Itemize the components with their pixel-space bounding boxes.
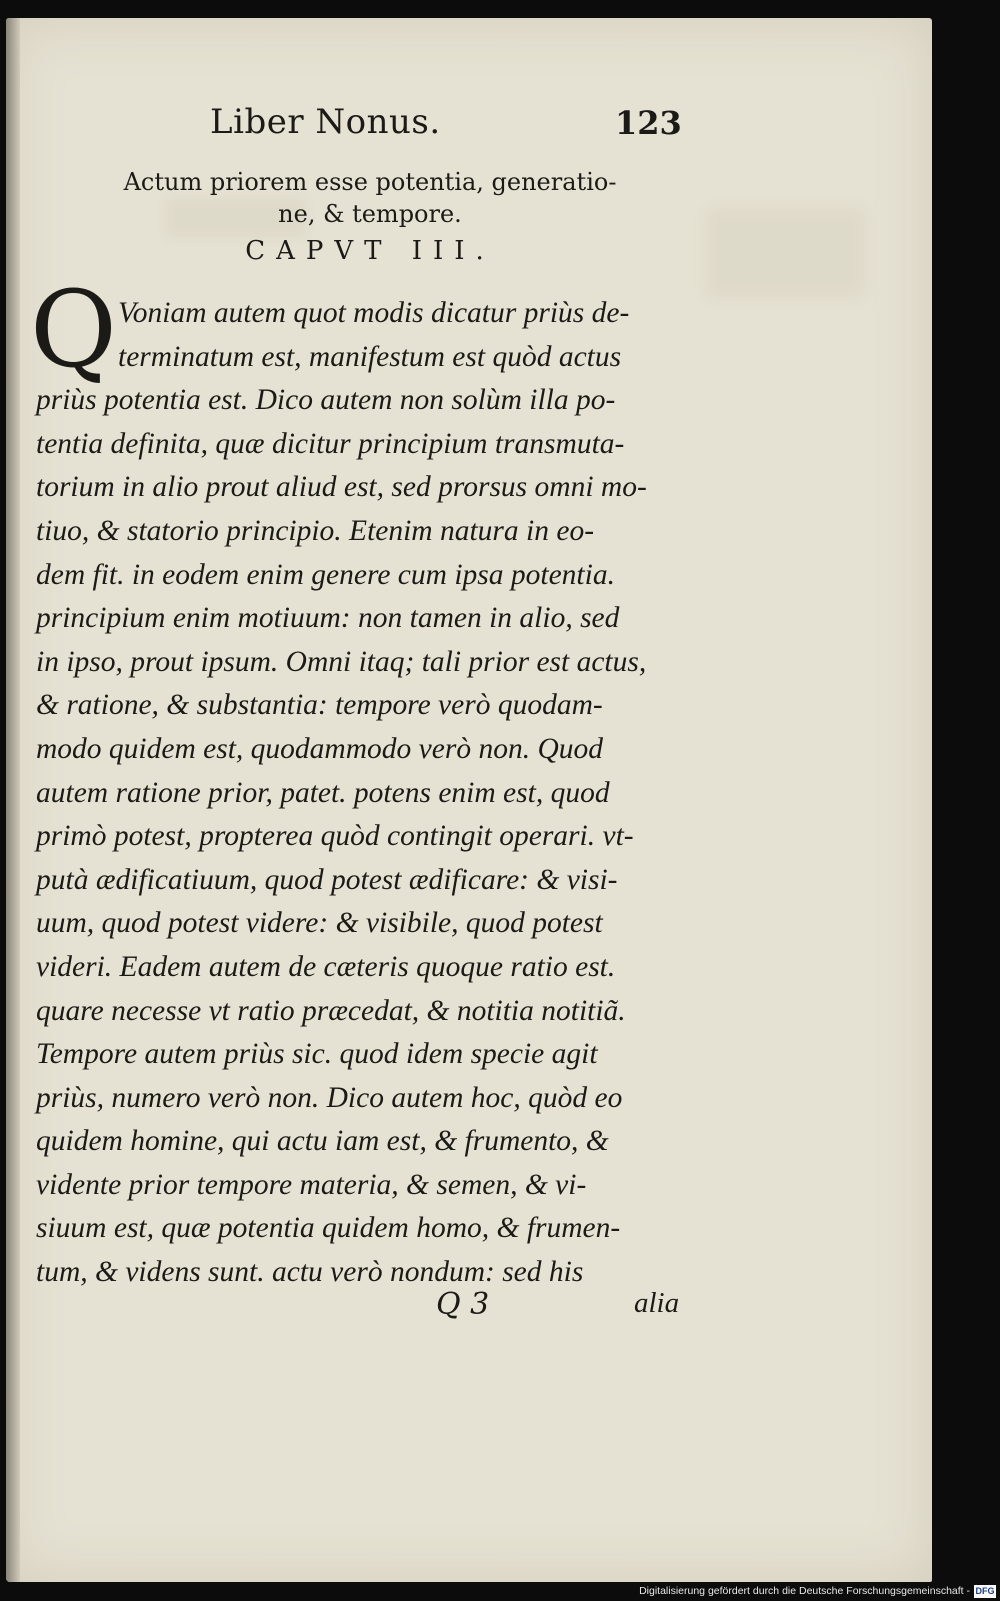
running-head: Liber Nonus. [210, 102, 441, 142]
text-line: uum, quod potest videre: & visibile, quod potest [36, 907, 603, 940]
text-line: primò potest, propterea quòd contingit operari. vt- [36, 820, 634, 853]
text-line: terminatum est, manifestum est quòd actus [118, 340, 622, 373]
dfg-logo: DFG [975, 1586, 995, 1596]
catchword: alia [634, 1287, 680, 1319]
text-line: quidem homine, qui actu iam est, & frumento, & [36, 1125, 609, 1158]
text-line: quare necesse vt ratio præcedat, & notitia notitiã. [36, 994, 626, 1027]
text-line: & ratione, & substantia: tempore verò quodam- [36, 689, 603, 722]
text-line: videri. Eadem autem de cæteris quoque ratio est. [36, 950, 616, 983]
ink-bleed-through [706, 208, 866, 298]
credit-bar [0, 1583, 1000, 1601]
signature-mark: Q 3 [436, 1287, 490, 1322]
chapter-summary-line: ne, & tempore. [278, 200, 462, 228]
text-line: priùs, numero verò non. Dico autem hoc, quòd eo [36, 1081, 623, 1114]
body-text [36, 292, 686, 1295]
chapter-heading: CAPVT III. [245, 236, 495, 266]
chapter-summary-line: Actum priorem esse potentia, generatio- [123, 168, 617, 196]
chapter-summary [70, 166, 670, 230]
text-line: torium in alio prout aliud est, sed prorsus omni mo- [36, 471, 647, 504]
text-line: tentia definita, quæ dicitur principium transmuta- [36, 427, 625, 460]
page-gutter [6, 18, 20, 1582]
text-line: Tempore autem priùs sic. quod idem specie agit [36, 1038, 598, 1071]
credit-text: Digitalisierung gefördert durch die Deutsche Forschungsgemeinschaft - [639, 1585, 970, 1597]
text-line: siuum est, quæ potentia quidem homo, & frumen- [36, 1212, 621, 1245]
text-line: vidente prior tempore materia, & semen, & vi- [36, 1168, 587, 1201]
drop-cap-initial: Q [30, 268, 117, 391]
text-line: tum, & videns sunt. actu verò nondum: sed his [36, 1256, 584, 1289]
text-line: tiuo, & statorio principio. Etenim natura in eo- [36, 514, 595, 547]
text-line: priùs potentia est. Dico autem non solùm illa po- [36, 384, 616, 417]
text-line: modo quidem est, quodammodo verò non. Quod [36, 732, 603, 765]
text-line: Voniam autem quot modis dicatur priùs de- [118, 297, 630, 329]
text-line: dem fit. in eodem enim genere cum ipsa potentia. [36, 558, 615, 591]
text-line: in ipso, prout ipsum. Omni itaq; tali prior est actus, [36, 645, 647, 678]
text-line: putà ædificatiuum, quod potest ædificare: & visi- [36, 863, 618, 896]
page-number: 123 [615, 104, 682, 142]
text-line: principium enim motiuum: non tamen in alio, sed [36, 602, 620, 635]
text-line: autem ratione prior, patet. potens enim est, quod [36, 776, 610, 809]
